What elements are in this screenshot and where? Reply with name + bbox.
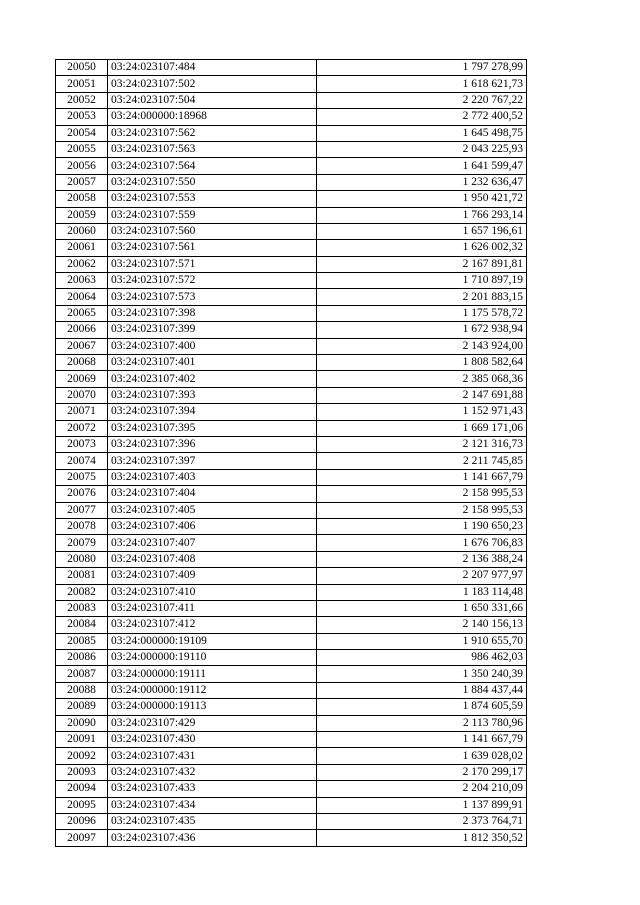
row-number-cell: 20051 [56, 76, 108, 92]
cadastral-value-cell: 2 140 156,13 [317, 617, 527, 633]
cadastral-number-cell: 03:24:023107:573 [108, 289, 317, 305]
cadastral-value-cell: 1 710 897,19 [317, 273, 527, 289]
table-row [56, 699, 527, 715]
cadastral-number-cell: 03:24:023107:401 [108, 355, 317, 371]
table-row [56, 436, 527, 452]
row-number-cell: 20093 [56, 764, 108, 780]
cadastral-value-cell: 1 639 028,02 [317, 748, 527, 764]
row-number-cell: 20050 [56, 60, 108, 76]
row-number-cell: 20052 [56, 92, 108, 108]
row-number-cell: 20059 [56, 207, 108, 223]
row-number-cell: 20063 [56, 273, 108, 289]
row-number-cell: 20069 [56, 371, 108, 387]
table-row [56, 732, 527, 748]
row-number-cell: 20096 [56, 813, 108, 829]
row-number-cell: 20081 [56, 568, 108, 584]
cadastral-value-cell: 2 385 068,36 [317, 371, 527, 387]
cadastral-value-cell: 1 884 437,44 [317, 682, 527, 698]
cadastral-number-cell: 03:24:023107:504 [108, 92, 317, 108]
cadastral-number-cell: 03:24:023107:399 [108, 322, 317, 338]
cadastral-value-cell: 2 220 767,22 [317, 92, 527, 108]
table-row [56, 535, 527, 551]
table-row [56, 256, 527, 272]
cadastral-value-cell: 2 211 745,85 [317, 453, 527, 469]
cadastral-number-cell: 03:24:023107:571 [108, 256, 317, 272]
row-number-cell: 20097 [56, 830, 108, 846]
cadastral-value-cell: 1 618 621,73 [317, 76, 527, 92]
table-row [56, 207, 527, 223]
cadastral-number-cell: 03:24:023107:408 [108, 551, 317, 567]
row-number-cell: 20088 [56, 682, 108, 698]
table-row [56, 338, 527, 354]
table-body [56, 60, 527, 847]
row-number-cell: 20094 [56, 781, 108, 797]
cadastral-number-cell: 03:24:023107:435 [108, 813, 317, 829]
table-row [56, 666, 527, 682]
cadastral-value-cell: 2 204 210,09 [317, 781, 527, 797]
cadastral-value-cell: 1 672 938,94 [317, 322, 527, 338]
row-number-cell: 20076 [56, 486, 108, 502]
cadastral-number-cell: 03:24:000000:19111 [108, 666, 317, 682]
cadastral-number-cell: 03:24:023107:572 [108, 273, 317, 289]
cadastral-number-cell: 03:24:023107:394 [108, 404, 317, 420]
row-number-cell: 20071 [56, 404, 108, 420]
cadastral-value-cell: 986 462,03 [317, 650, 527, 666]
cadastral-number-cell: 03:24:000000:19110 [108, 650, 317, 666]
cadastral-number-cell: 03:24:023107:433 [108, 781, 317, 797]
cadastral-number-cell: 03:24:023107:434 [108, 797, 317, 813]
cadastral-number-cell: 03:24:023107:502 [108, 76, 317, 92]
row-number-cell: 20079 [56, 535, 108, 551]
row-number-cell: 20086 [56, 650, 108, 666]
cadastral-number-cell: 03:24:023107:402 [108, 371, 317, 387]
cadastral-number-cell: 03:24:000000:19112 [108, 682, 317, 698]
cadastral-number-cell: 03:24:023107:404 [108, 486, 317, 502]
table-row [56, 420, 527, 436]
cadastral-value-cell: 1 910 655,70 [317, 633, 527, 649]
table-row [56, 502, 527, 518]
cadastral-number-cell: 03:24:000000:19109 [108, 633, 317, 649]
table-row [56, 125, 527, 141]
row-number-cell: 20068 [56, 355, 108, 371]
cadastral-value-cell: 1 950 421,72 [317, 191, 527, 207]
row-number-cell: 20057 [56, 174, 108, 190]
row-number-cell: 20062 [56, 256, 108, 272]
table-row [56, 764, 527, 780]
table-row [56, 682, 527, 698]
cadastral-value-cell: 1 650 331,66 [317, 600, 527, 616]
cadastral-number-cell: 03:24:023107:432 [108, 764, 317, 780]
row-number-cell: 20095 [56, 797, 108, 813]
cadastral-value-cell: 1 641 599,47 [317, 158, 527, 174]
table-row [56, 797, 527, 813]
cadastral-value-cell: 1 657 196,61 [317, 223, 527, 239]
cadastral-value-cell: 1 812 350,52 [317, 830, 527, 846]
row-number-cell: 20090 [56, 715, 108, 731]
table-row [56, 387, 527, 403]
cadastral-value-cell: 1 190 650,23 [317, 518, 527, 534]
table-row [56, 141, 527, 157]
cadastral-number-cell: 03:24:023107:431 [108, 748, 317, 764]
cadastral-number-cell: 03:24:023107:564 [108, 158, 317, 174]
cadastral-value-cell: 2 136 388,24 [317, 551, 527, 567]
cadastral-value-cell: 2 147 691,88 [317, 387, 527, 403]
table-row [56, 551, 527, 567]
cadastral-number-cell: 03:24:023107:411 [108, 600, 317, 616]
table-row [56, 650, 527, 666]
table-row [56, 600, 527, 616]
table-row [56, 92, 527, 108]
cadastral-number-cell: 03:24:023107:560 [108, 223, 317, 239]
row-number-cell: 20066 [56, 322, 108, 338]
cadastral-value-cell: 1 141 667,79 [317, 469, 527, 485]
cadastral-number-cell: 03:24:023107:396 [108, 436, 317, 452]
row-number-cell: 20087 [56, 666, 108, 682]
table-row [56, 486, 527, 502]
table-row [56, 191, 527, 207]
cadastral-number-cell: 03:24:023107:406 [108, 518, 317, 534]
cadastral-number-cell: 03:24:023107:429 [108, 715, 317, 731]
cadastral-number-cell: 03:24:023107:407 [108, 535, 317, 551]
row-number-cell: 20084 [56, 617, 108, 633]
cadastral-number-cell: 03:24:023107:430 [108, 732, 317, 748]
cadastral-value-table [55, 59, 527, 847]
cadastral-value-cell: 1 766 293,14 [317, 207, 527, 223]
cadastral-number-cell: 03:24:023107:397 [108, 453, 317, 469]
cadastral-number-cell: 03:24:023107:484 [108, 60, 317, 76]
cadastral-value-cell: 1 183 114,48 [317, 584, 527, 600]
row-number-cell: 20082 [56, 584, 108, 600]
table-row [56, 830, 527, 846]
cadastral-value-cell: 1 797 278,99 [317, 60, 527, 76]
cadastral-number-cell: 03:24:000000:18968 [108, 109, 317, 125]
cadastral-value-cell: 2 772 400,52 [317, 109, 527, 125]
cadastral-number-cell: 03:24:023107:562 [108, 125, 317, 141]
cadastral-value-cell: 1 141 667,79 [317, 732, 527, 748]
table-row [56, 60, 527, 76]
cadastral-number-cell: 03:24:023107:553 [108, 191, 317, 207]
table-row [56, 174, 527, 190]
row-number-cell: 20073 [56, 436, 108, 452]
row-number-cell: 20070 [56, 387, 108, 403]
cadastral-number-cell: 03:24:023107:403 [108, 469, 317, 485]
cadastral-value-cell: 2 158 995,53 [317, 502, 527, 518]
cadastral-value-cell: 2 143 924,00 [317, 338, 527, 354]
table-row [56, 305, 527, 321]
table-row [56, 715, 527, 731]
cadastral-value-cell: 2 201 883,15 [317, 289, 527, 305]
row-number-cell: 20091 [56, 732, 108, 748]
cadastral-number-cell: 03:24:000000:19113 [108, 699, 317, 715]
cadastral-value-cell: 1 152 971,43 [317, 404, 527, 420]
cadastral-value-cell: 2 167 891,81 [317, 256, 527, 272]
cadastral-number-cell: 03:24:023107:393 [108, 387, 317, 403]
row-number-cell: 20053 [56, 109, 108, 125]
cadastral-value-cell: 2 170 299,17 [317, 764, 527, 780]
row-number-cell: 20061 [56, 240, 108, 256]
table-row [56, 404, 527, 420]
cadastral-number-cell: 03:24:023107:409 [108, 568, 317, 584]
cadastral-number-cell: 03:24:023107:395 [108, 420, 317, 436]
row-number-cell: 20065 [56, 305, 108, 321]
cadastral-value-cell: 1 350 240,39 [317, 666, 527, 682]
cadastral-number-cell: 03:24:023107:398 [108, 305, 317, 321]
table-row [56, 158, 527, 174]
cadastral-number-cell: 03:24:023107:561 [108, 240, 317, 256]
table-row [56, 371, 527, 387]
table-row [56, 813, 527, 829]
cadastral-value-cell: 1 808 582,64 [317, 355, 527, 371]
cadastral-number-cell: 03:24:023107:412 [108, 617, 317, 633]
row-number-cell: 20078 [56, 518, 108, 534]
cadastral-value-cell: 1 874 605,59 [317, 699, 527, 715]
row-number-cell: 20055 [56, 141, 108, 157]
row-number-cell: 20056 [56, 158, 108, 174]
table-row [56, 289, 527, 305]
cadastral-number-cell: 03:24:023107:436 [108, 830, 317, 846]
table-row [56, 584, 527, 600]
table-row [56, 322, 527, 338]
table-row [56, 518, 527, 534]
table-row [56, 781, 527, 797]
cadastral-value-cell: 2 373 764,71 [317, 813, 527, 829]
cadastral-value-cell: 1 137 899,91 [317, 797, 527, 813]
row-number-cell: 20074 [56, 453, 108, 469]
cadastral-number-cell: 03:24:023107:559 [108, 207, 317, 223]
cadastral-value-cell: 2 158 995,53 [317, 486, 527, 502]
cadastral-value-cell: 1 175 578,72 [317, 305, 527, 321]
row-number-cell: 20067 [56, 338, 108, 354]
cadastral-number-cell: 03:24:023107:563 [108, 141, 317, 157]
table-row [56, 469, 527, 485]
cadastral-value-cell: 2 207 977,97 [317, 568, 527, 584]
cadastral-value-cell: 1 669 171,06 [317, 420, 527, 436]
cadastral-value-cell: 2 043 225,93 [317, 141, 527, 157]
row-number-cell: 20080 [56, 551, 108, 567]
row-number-cell: 20083 [56, 600, 108, 616]
row-number-cell: 20075 [56, 469, 108, 485]
table-row [56, 273, 527, 289]
table-row [56, 633, 527, 649]
cadastral-value-cell: 2 113 780,96 [317, 715, 527, 731]
cadastral-value-cell: 1 232 636,47 [317, 174, 527, 190]
row-number-cell: 20089 [56, 699, 108, 715]
table-row [56, 223, 527, 239]
row-number-cell: 20058 [56, 191, 108, 207]
table-row [56, 355, 527, 371]
row-number-cell: 20054 [56, 125, 108, 141]
row-number-cell: 20077 [56, 502, 108, 518]
table-row [56, 748, 527, 764]
cadastral-value-cell: 1 676 706,83 [317, 535, 527, 551]
table-row [56, 617, 527, 633]
row-number-cell: 20060 [56, 223, 108, 239]
row-number-cell: 20064 [56, 289, 108, 305]
cadastral-number-cell: 03:24:023107:550 [108, 174, 317, 190]
cadastral-value-cell: 1 645 498,75 [317, 125, 527, 141]
table-row [56, 76, 527, 92]
table-row [56, 109, 527, 125]
row-number-cell: 20085 [56, 633, 108, 649]
table-row [56, 568, 527, 584]
row-number-cell: 20072 [56, 420, 108, 436]
cadastral-number-cell: 03:24:023107:410 [108, 584, 317, 600]
cadastral-number-cell: 03:24:023107:405 [108, 502, 317, 518]
table-row [56, 453, 527, 469]
row-number-cell: 20092 [56, 748, 108, 764]
cadastral-value-cell: 2 121 316,73 [317, 436, 527, 452]
cadastral-value-cell: 1 626 002,32 [317, 240, 527, 256]
table-row [56, 240, 527, 256]
cadastral-number-cell: 03:24:023107:400 [108, 338, 317, 354]
